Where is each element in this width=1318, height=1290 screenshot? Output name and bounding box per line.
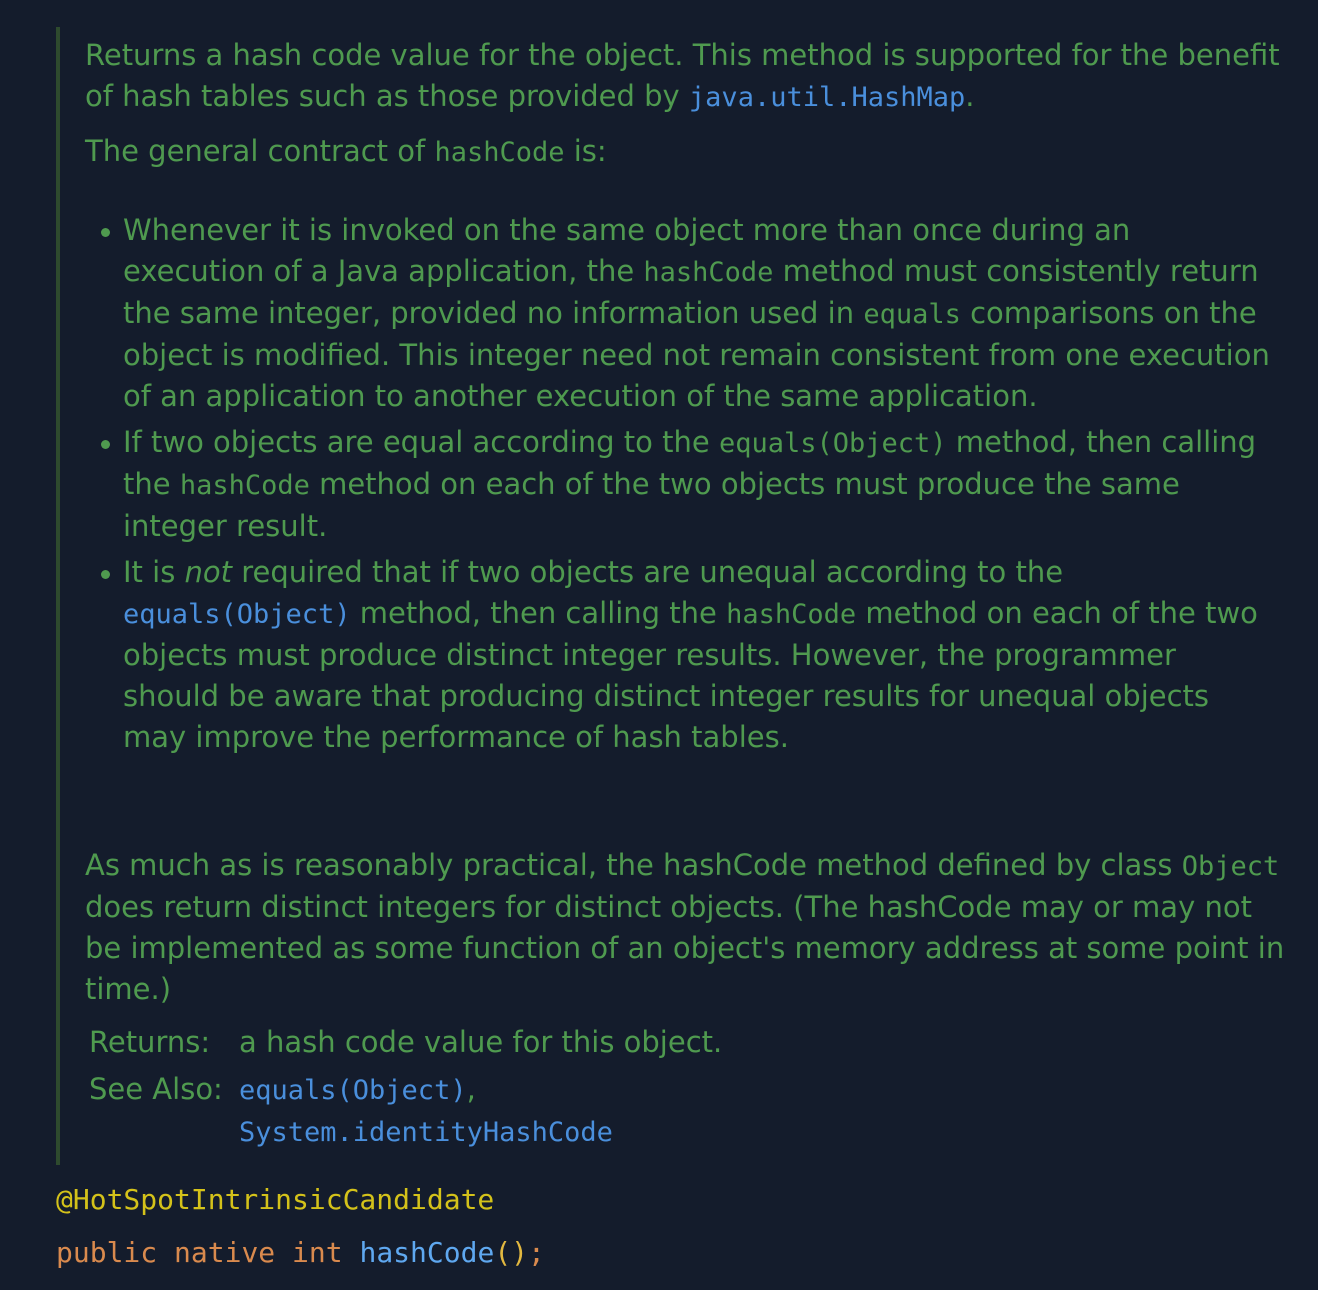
bullet-dot-icon bbox=[101, 570, 110, 579]
bullet-text: comparisons on the object is modified. This integer need not remain consistent from one execution of an application to another execution of the same application. bbox=[123, 296, 1270, 413]
bullet-text: method, then calling the bbox=[123, 425, 1257, 501]
bullet-text: method, then calling the bbox=[350, 596, 727, 630]
bullet-text: If two objects are equal according to the bbox=[123, 425, 719, 459]
returns-value: a hash code value for this object. bbox=[239, 1025, 723, 1059]
intro-text: Returns a hash code value for the object. This method is supported for the benefit of hash tables such as those provided by bbox=[85, 38, 1280, 113]
bullet-code: hashCode bbox=[643, 257, 774, 288]
contract-list bbox=[85, 210, 1275, 763]
see-also-row bbox=[89, 1069, 1239, 1153]
hashmap-link[interactable]: java.util.HashMap bbox=[688, 82, 966, 113]
semicolon: ; bbox=[528, 1236, 545, 1269]
bullet-text: Whenever it is invoked on the same object more than once during an execution of a Java application, the bbox=[123, 213, 1131, 288]
returns-row bbox=[89, 1022, 1239, 1063]
bullet-code: equals(Object) bbox=[718, 428, 947, 459]
contract-code: hashCode bbox=[434, 137, 565, 168]
list-item bbox=[85, 552, 1275, 758]
bullet-text: required that if two objects are unequal according to the bbox=[232, 555, 1064, 589]
bullet-text: It is bbox=[123, 555, 185, 589]
list-item bbox=[85, 210, 1275, 417]
bullet-code: hashCode bbox=[726, 599, 857, 630]
practical-text-end: does return distinct integers for distinct objects. (The hashCode may or may not be implemented as some function of an object's memory address at some point in time.) bbox=[85, 890, 1285, 1006]
bullet-code: equals bbox=[863, 299, 961, 330]
bullet-text: method on each of the two objects must produce the same integer result. bbox=[123, 467, 1180, 543]
contract-text-end: is: bbox=[564, 134, 607, 168]
bullet-code: hashCode bbox=[179, 470, 310, 501]
doc-practical-paragraph bbox=[85, 845, 1290, 1010]
intro-period: . bbox=[965, 79, 975, 113]
practical-code: Object bbox=[1181, 851, 1280, 882]
method-parens: () bbox=[494, 1236, 529, 1269]
javadoc-panel bbox=[56, 27, 1296, 1165]
see-also-separator: , bbox=[466, 1072, 476, 1106]
list-item bbox=[85, 422, 1275, 547]
doc-contract-paragraph bbox=[85, 131, 1285, 173]
method-declaration bbox=[56, 1233, 545, 1273]
keyword-int: int bbox=[292, 1236, 343, 1269]
contract-text: The general contract of bbox=[85, 134, 435, 168]
returns-label: Returns: bbox=[89, 1025, 211, 1059]
keyword-public: public bbox=[56, 1236, 158, 1269]
equals-link[interactable]: equals(Object) bbox=[123, 599, 351, 630]
see-also-equals-link[interactable]: equals(Object) bbox=[239, 1075, 467, 1106]
see-also-identity-link[interactable]: System.identityHashCode bbox=[239, 1117, 613, 1148]
bullet-text: method must consistently return the same integer, provided no information used in bbox=[123, 254, 1259, 330]
doc-intro-paragraph bbox=[85, 35, 1285, 118]
practical-text: As much as is reasonably practical, the hashCode method defined by class bbox=[85, 848, 1182, 882]
bullet-dot-icon bbox=[101, 228, 110, 237]
annotation-line: @HotSpotIntrinsicCandidate bbox=[56, 1183, 495, 1216]
bullet-text: method on each of the two objects must produce distinct integer results. However, the programmer should be aware that producing distinct integer results for unequal objects may improve the performance of hash tables. bbox=[123, 596, 1258, 754]
method-name: hashCode bbox=[359, 1236, 495, 1269]
doc-tags bbox=[89, 1022, 1239, 1153]
bullet-emphasis: not bbox=[184, 555, 233, 589]
see-also-links bbox=[239, 1069, 613, 1153]
bullet-dot-icon bbox=[101, 440, 110, 449]
keyword-native: native bbox=[174, 1236, 276, 1269]
see-also-label: See Also: bbox=[89, 1072, 223, 1106]
